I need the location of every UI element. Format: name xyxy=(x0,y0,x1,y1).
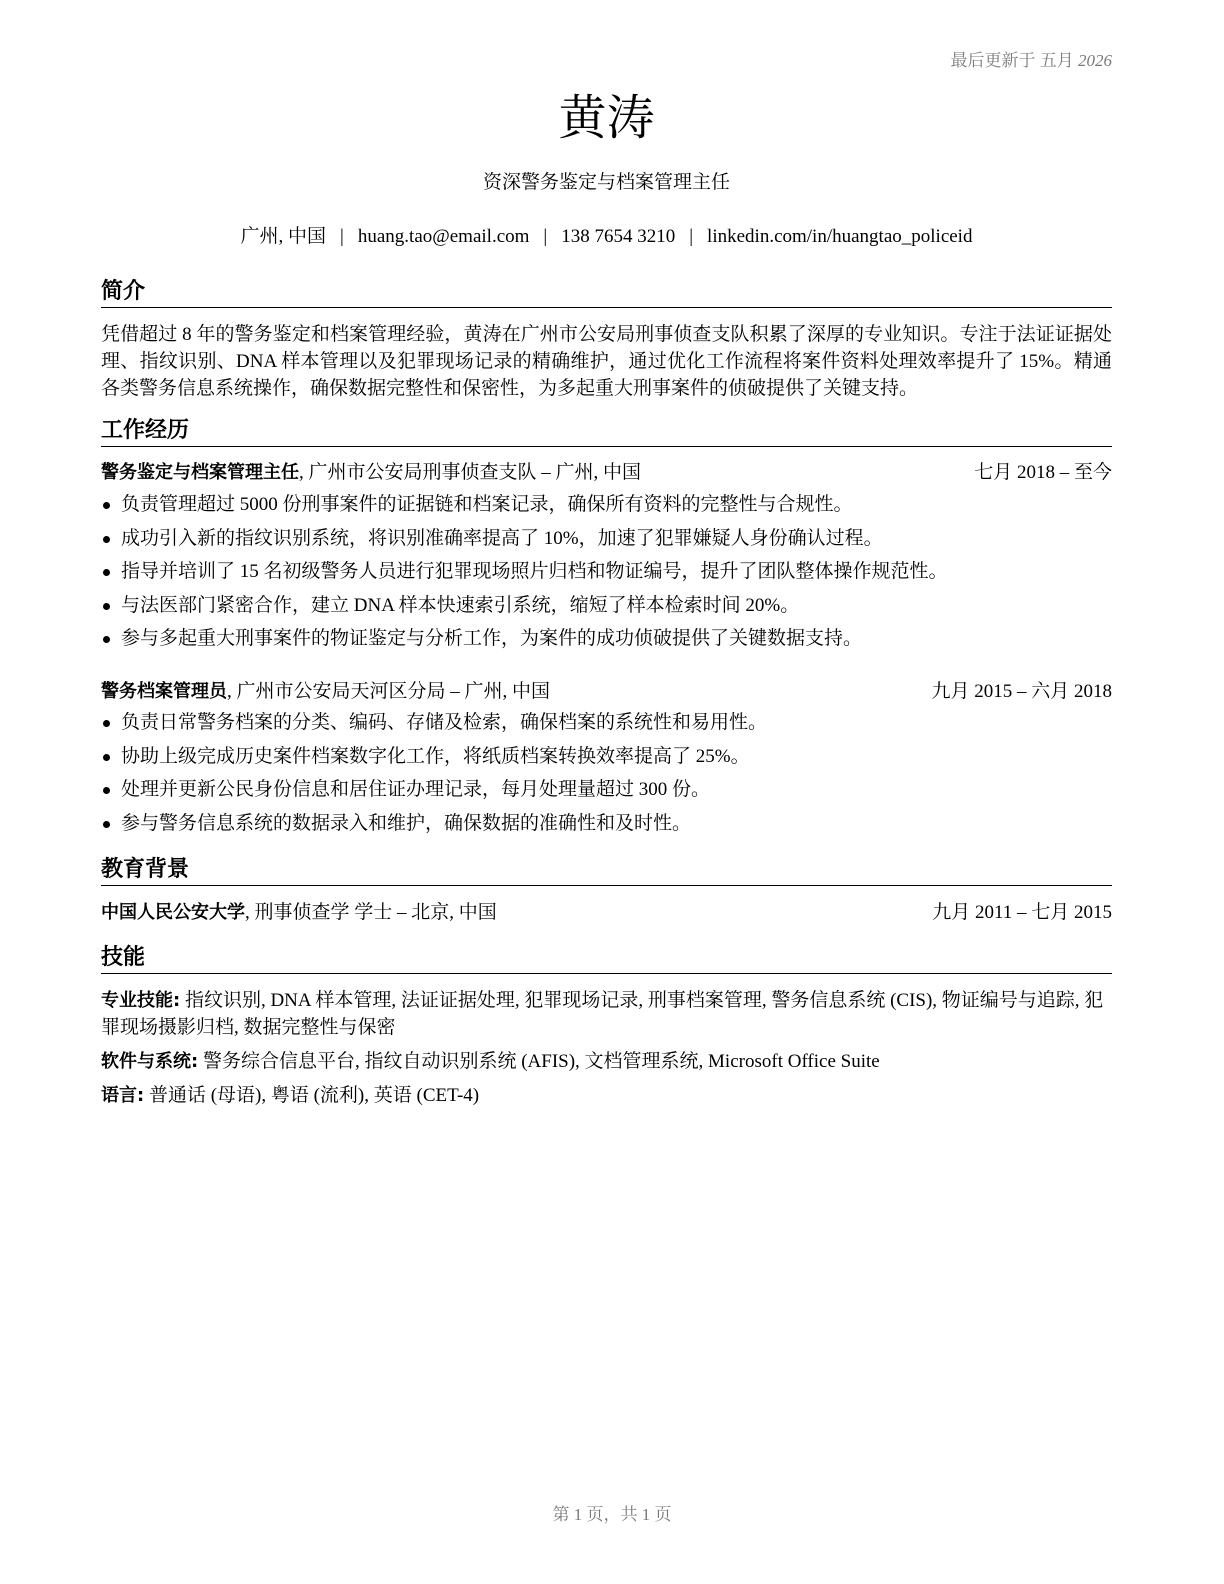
contact-linkedin[interactable]: linkedin.com/in/huangtao_policeid xyxy=(707,226,973,247)
job-org: , 广州市公安局天河区分局 – 广州, 中国 xyxy=(227,681,551,702)
skill-value: 普通话 (母语), 粤语 (流利), 英语 (CET-4) xyxy=(144,1085,480,1106)
list-item: 负责日常警务档案的分类、编码、存储及检索，确保档案的系统性和易用性。 xyxy=(101,706,1112,740)
contact-email[interactable]: huang.tao@email.com xyxy=(357,226,530,247)
section-title-skills: 技能 xyxy=(101,944,1112,974)
skill-line xyxy=(101,987,1112,1041)
skill-label: 专业技能: xyxy=(101,990,181,1011)
list-item: 处理并更新公民身份信息和居住证办理记录，每月处理量超过 300 份。 xyxy=(101,773,1112,807)
skill-value: 警务综合信息平台, 指纹自动识别系统 (AFIS), 文档管理系统, Microsoft Office Suite xyxy=(198,1051,880,1072)
contact-location: 广州, 中国 xyxy=(240,226,327,247)
education-detail: , 刑事侦查学 学士 – 北京, 中国 xyxy=(245,902,497,923)
contact-separator: | xyxy=(689,226,694,247)
contact-phone[interactable]: 138 7654 3210 xyxy=(561,226,676,247)
skill-line xyxy=(101,1082,1112,1109)
candidate-name: 黄涛 xyxy=(558,90,655,146)
section-title-experience: 工作经历 xyxy=(101,417,1112,447)
job-dates: 九月 2015 – 六月 2018 xyxy=(931,681,1112,702)
skill-line xyxy=(101,1048,1112,1075)
contact-separator: | xyxy=(543,226,548,247)
list-item: 参与警务信息系统的数据录入和维护，确保数据的准确性和及时性。 xyxy=(101,807,1112,841)
job-org: , 广州市公安局刑事侦查支队 – 广州, 中国 xyxy=(299,462,642,483)
list-item: 与法医部门紧密合作，建立 DNA 样本快速索引系统，缩短了样本检索时间 20%。 xyxy=(101,589,1112,623)
summary-text: 凭借超过 8 年的警务鉴定和档案管理经验，黄涛在广州市公安局刑事侦查支队积累了深厚的专业知识。专注于法证证据处理、指纹识别、DNA 样本管理以及犯罪现场记录的精确维护，通过优化工作流程将案件资料处理效率提升了 15%。精通各类警务信息系统操作，确保数据完整性和保密性，为多起重大刑事案件的侦破提供了关键支持。 xyxy=(101,324,1112,399)
section-title-summary: 简介 xyxy=(101,278,1112,308)
list-item: 指导并培训了 15 名初级警务人员进行犯罪现场照片归档和物证编号，提升了团队整体操作规范性。 xyxy=(101,555,1112,589)
last-updated xyxy=(951,46,1113,71)
education-entry xyxy=(101,900,1112,926)
job-bullets xyxy=(101,488,1112,656)
skill-value: 指纹识别, DNA 样本管理, 法证证据处理, 犯罪现场记录, 刑事档案管理, 警务信息系统 (CIS), 物证编号与追踪, 犯罪现场摄影归档, 数据完整性与保密 xyxy=(101,990,1104,1038)
page-number-footer: 第 1 页，共 1 页 xyxy=(552,1505,672,1524)
last-updated-prefix: 最后更新于 五月 xyxy=(950,51,1074,70)
list-item: 负责管理超过 5000 份刑事案件的证据链和档案记录，确保所有资料的完整性与合规性。 xyxy=(101,488,1112,522)
job-header xyxy=(101,679,1112,705)
candidate-headline: 资深警务鉴定与档案管理主任 xyxy=(482,172,730,193)
skill-label: 软件与系统: xyxy=(101,1051,199,1072)
job-role: 警务档案管理员 xyxy=(101,681,227,702)
section-title-education: 教育背景 xyxy=(101,856,1112,886)
list-item: 参与多起重大刑事案件的物证鉴定与分析工作，为案件的成功侦破提供了关键数据支持。 xyxy=(101,622,1112,656)
list-item: 协助上级完成历史案件档案数字化工作，将纸质档案转换效率提高了 25%。 xyxy=(101,740,1112,774)
contact-separator: | xyxy=(340,226,344,247)
job-role: 警务鉴定与档案管理主任 xyxy=(101,462,299,483)
contact-line xyxy=(101,224,1112,250)
job-header xyxy=(101,460,1112,486)
list-item: 成功引入新的指纹识别系统，将识别准确率提高了 10%，加速了犯罪嫌疑人身份确认过程。 xyxy=(101,522,1112,556)
job-dates: 七月 2018 – 至今 xyxy=(974,462,1112,483)
education-school: 中国人民公安大学 xyxy=(101,902,245,923)
job-bullets xyxy=(101,706,1112,840)
last-updated-year: 2026 xyxy=(1078,51,1112,70)
skill-label: 语言: xyxy=(101,1085,145,1106)
education-dates: 九月 2011 – 七月 2015 xyxy=(932,902,1112,923)
